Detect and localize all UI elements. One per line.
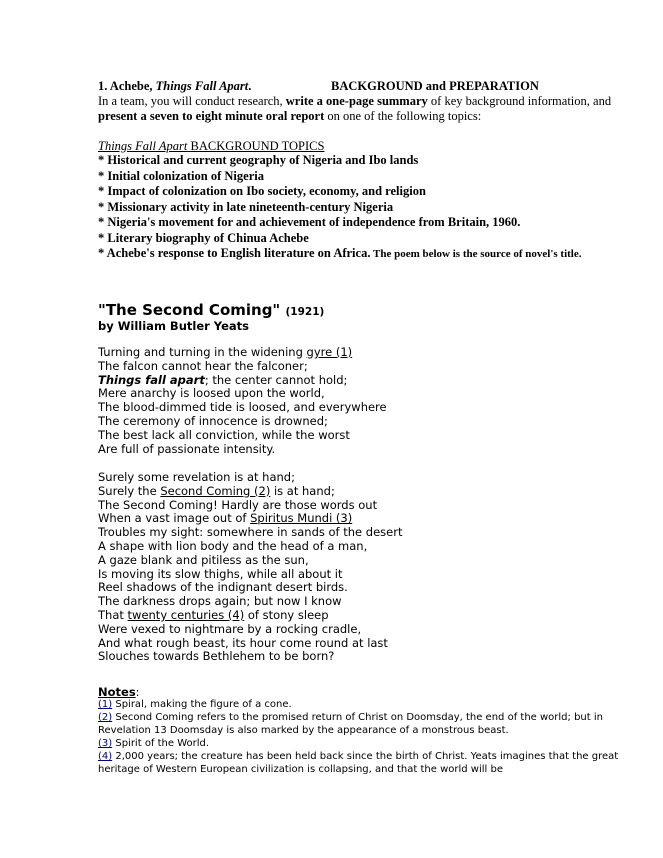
note-text: Second Coming refers to the promised return of Christ on Doomsday, the end of the world; but in Revelation 13 Doomsday is also marked by the appearance of a monstrous beast. bbox=[98, 712, 603, 736]
notes-list bbox=[98, 698, 628, 776]
topic-item: * Historical and current geography of Nigeria and Ibo lands bbox=[98, 153, 419, 167]
topic-item bbox=[98, 246, 581, 263]
poem-line: Reel shadows of the indignant desert birds. bbox=[98, 580, 348, 595]
poem-line: Are full of passionate intensity. bbox=[98, 441, 276, 456]
poem-line-text: of stony sleep bbox=[244, 607, 329, 622]
poem-line-text: ; the center cannot hold; bbox=[204, 372, 348, 387]
poem-line bbox=[98, 374, 387, 388]
poem-line: The best lack all conviction, while the worst bbox=[98, 427, 350, 442]
intro-text-3: on one of the following topics: bbox=[324, 108, 482, 123]
poem-line: Were vexed to nightmare by a rocking cradle, bbox=[98, 621, 362, 636]
poem-line-text: is at hand; bbox=[270, 483, 335, 498]
poem-line bbox=[98, 512, 402, 526]
intro-text-1: In a team, you will conduct research, bbox=[98, 94, 286, 108]
topic-item: * Literary biography of Chinua Achebe bbox=[98, 230, 309, 245]
poem-line bbox=[98, 346, 387, 360]
note-text: 2,000 years; the creature has been held back since the birth of Christ. Yeats imagines that the great heritage of Western European civilization is collapsing, and that the world will be bbox=[98, 751, 619, 775]
poem-author: by William Butler Yeats bbox=[98, 319, 249, 333]
topic-item: * Initial colonization of Nigeria bbox=[98, 168, 264, 183]
topics-heading bbox=[98, 139, 324, 154]
poem-line: The falcon cannot hear the falconer; bbox=[98, 358, 308, 373]
note-text: Spiral, making the figure of a cone. bbox=[112, 699, 292, 710]
heading-period: . bbox=[248, 79, 252, 93]
assignment-number: 1. Achebe, bbox=[98, 79, 156, 93]
poem-stanza-2 bbox=[98, 471, 402, 664]
poem-line: The ceremony of innocence is drowned; bbox=[98, 413, 328, 428]
section-heading: BACKGROUND and PREPARATION bbox=[331, 79, 539, 93]
intro-bold-1: write a one-page summary bbox=[285, 94, 428, 108]
poem-line: Is moving its slow thighs, while all about it bbox=[98, 566, 343, 581]
note-ref-link[interactable]: (1) bbox=[98, 699, 113, 710]
book-title: Things Fall Apart bbox=[155, 79, 249, 93]
poem-title bbox=[98, 301, 324, 319]
notes-heading-text: Notes bbox=[98, 685, 136, 699]
poem-stanza-1 bbox=[98, 346, 387, 456]
poem-line-text: When a vast image out of bbox=[98, 511, 251, 526]
note-ref-link[interactable]: (2) bbox=[98, 712, 113, 723]
poem-line: Slouches towards Bethlehem to be born? bbox=[98, 649, 335, 664]
poem-line-text: Turning and turning in the widening bbox=[98, 345, 307, 359]
poem-line: And what rough beast, its hour come round at last bbox=[98, 635, 388, 650]
intro-text-2: of key background information, and bbox=[427, 94, 612, 108]
poem-line bbox=[98, 609, 402, 623]
poem-line: Troubles my sight: somewhere in sands of the desert bbox=[98, 525, 403, 540]
poem-year: (1921) bbox=[285, 306, 325, 318]
note-text: Spirit of the World. bbox=[112, 738, 210, 749]
intro-bold-2: present a seven to eight minute oral report bbox=[98, 108, 325, 123]
poem-line bbox=[98, 485, 402, 499]
notes-heading-colon: : bbox=[135, 685, 140, 699]
notes-heading bbox=[98, 685, 140, 699]
note-item bbox=[98, 750, 628, 776]
topics-list bbox=[98, 153, 581, 263]
note-link-3[interactable]: Spiritus Mundi (3) bbox=[250, 511, 353, 526]
topics-heading-label: BACKGROUND TOPICS bbox=[187, 139, 325, 153]
note-item bbox=[98, 711, 628, 737]
note-link-1[interactable]: gyre (1) bbox=[306, 345, 353, 359]
note-ref-link[interactable]: (3) bbox=[98, 738, 113, 749]
note-item bbox=[98, 698, 628, 711]
poem-line: A shape with lion body and the head of a man, bbox=[98, 538, 368, 553]
topics-heading-title: Things Fall Apart bbox=[98, 139, 188, 153]
poem-line: The darkness drops again; but now I know bbox=[98, 594, 342, 609]
topic-item: * Impact of colonization on Ibo society, economy, and religion bbox=[98, 184, 426, 198]
note-link-2[interactable]: Second Coming (2) bbox=[160, 483, 271, 498]
assignment-heading bbox=[98, 79, 251, 94]
poem-line-text: Surely the bbox=[98, 483, 161, 498]
note-item bbox=[98, 737, 628, 750]
note-link-4[interactable]: twenty centuries (4) bbox=[127, 607, 245, 622]
topic-item: * Missionary activity in late nineteenth-century Nigeria bbox=[98, 199, 394, 214]
poem-line-emphasis: Things fall apart bbox=[98, 372, 205, 387]
poem-title-text: "The Second Coming" bbox=[98, 301, 281, 319]
poem-source-note: The poem below is the source of novel's title. bbox=[370, 248, 582, 260]
poem-line: Surely some revelation is at hand; bbox=[98, 470, 295, 484]
poem-line: The blood-dimmed tide is loosed, and everywhere bbox=[98, 400, 387, 415]
topic-item-text: * Achebe's response to English literature on Africa. bbox=[98, 246, 371, 260]
note-ref-link[interactable]: (4) bbox=[98, 751, 113, 762]
poem-line: The Second Coming! Hardly are those words out bbox=[98, 497, 378, 512]
poem-line: A gaze blank and pitiless as the sun, bbox=[98, 552, 309, 567]
topic-item: * Nigeria's movement for and achievement of independence from Britain, 1960. bbox=[98, 215, 521, 229]
intro-paragraph bbox=[98, 94, 618, 123]
poem-line-text: That bbox=[98, 607, 128, 622]
poem-line: Mere anarchy is loosed upon the world, bbox=[98, 386, 325, 401]
